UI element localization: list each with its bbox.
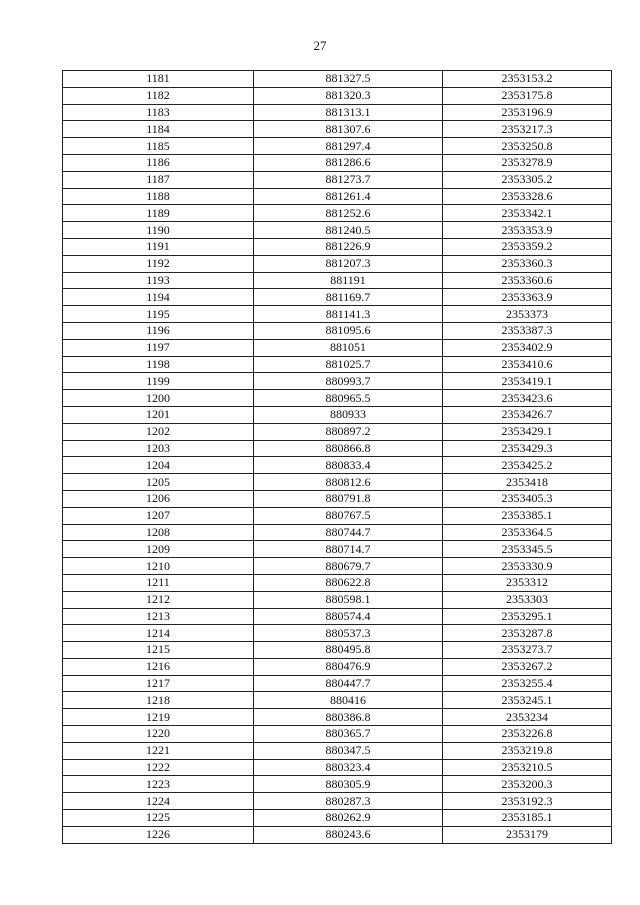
point-number-cell: 1205 — [63, 474, 254, 491]
point-number-cell: 1223 — [63, 776, 254, 793]
x-coordinate-cell: 881320.3 — [254, 87, 443, 104]
point-number-cell: 1222 — [63, 759, 254, 776]
table-row — [63, 390, 612, 407]
table-row — [63, 356, 612, 373]
y-coordinate-cell: 2353373 — [443, 306, 612, 323]
y-coordinate-cell: 2353429.1 — [443, 423, 612, 440]
y-coordinate-cell: 2353342.1 — [443, 205, 612, 222]
table-row — [63, 238, 612, 255]
table-row — [63, 776, 612, 793]
point-number-cell: 1186 — [63, 154, 254, 171]
y-coordinate-cell: 2353295.1 — [443, 608, 612, 625]
x-coordinate-cell: 880965.5 — [254, 390, 443, 407]
y-coordinate-cell: 2353418 — [443, 474, 612, 491]
x-coordinate-cell: 880574.4 — [254, 608, 443, 625]
x-coordinate-cell: 881240.5 — [254, 222, 443, 239]
table-row — [63, 608, 612, 625]
y-coordinate-cell: 2353267.2 — [443, 658, 612, 675]
table-row — [63, 541, 612, 558]
point-number-cell: 1195 — [63, 306, 254, 323]
point-number-cell: 1208 — [63, 524, 254, 541]
table-row — [63, 222, 612, 239]
table-row — [63, 322, 612, 339]
coordinates-table — [62, 70, 612, 844]
x-coordinate-cell: 881051 — [254, 339, 443, 356]
point-number-cell: 1198 — [63, 356, 254, 373]
point-number-cell: 1187 — [63, 171, 254, 188]
x-coordinate-cell: 881025.7 — [254, 356, 443, 373]
x-coordinate-cell: 880622.8 — [254, 574, 443, 591]
table-row — [63, 507, 612, 524]
y-coordinate-cell: 2353360.3 — [443, 255, 612, 272]
x-coordinate-cell: 881226.9 — [254, 238, 443, 255]
point-number-cell: 1226 — [63, 826, 254, 843]
x-coordinate-cell: 880495.8 — [254, 642, 443, 659]
y-coordinate-cell: 2353419.1 — [443, 373, 612, 390]
table-row — [63, 87, 612, 104]
y-coordinate-cell: 2353402.9 — [443, 339, 612, 356]
y-coordinate-cell: 2353423.6 — [443, 390, 612, 407]
table-row — [63, 759, 612, 776]
table-row — [63, 104, 612, 121]
y-coordinate-cell: 2353219.8 — [443, 742, 612, 759]
y-coordinate-cell: 2353385.1 — [443, 507, 612, 524]
y-coordinate-cell: 2353192.3 — [443, 793, 612, 810]
point-number-cell: 1201 — [63, 406, 254, 423]
x-coordinate-cell: 880897.2 — [254, 423, 443, 440]
point-number-cell: 1213 — [63, 608, 254, 625]
point-number-cell: 1204 — [63, 457, 254, 474]
point-number-cell: 1225 — [63, 810, 254, 827]
point-number-cell: 1220 — [63, 726, 254, 743]
y-coordinate-cell: 2353353.9 — [443, 222, 612, 239]
y-coordinate-cell: 2353429.3 — [443, 440, 612, 457]
table-row — [63, 524, 612, 541]
y-coordinate-cell: 2353410.6 — [443, 356, 612, 373]
y-coordinate-cell: 2353185.1 — [443, 810, 612, 827]
point-number-cell: 1216 — [63, 658, 254, 675]
point-number-cell: 1193 — [63, 272, 254, 289]
x-coordinate-cell: 880347.5 — [254, 742, 443, 759]
x-coordinate-cell: 880243.6 — [254, 826, 443, 843]
point-number-cell: 1207 — [63, 507, 254, 524]
point-number-cell: 1196 — [63, 322, 254, 339]
x-coordinate-cell: 881297.4 — [254, 138, 443, 155]
table-row — [63, 457, 612, 474]
y-coordinate-cell: 2353360.6 — [443, 272, 612, 289]
table-row — [63, 709, 612, 726]
point-number-cell: 1185 — [63, 138, 254, 155]
table-row — [63, 171, 612, 188]
x-coordinate-cell: 880537.3 — [254, 625, 443, 642]
table-row — [63, 188, 612, 205]
point-number-cell: 1202 — [63, 423, 254, 440]
x-coordinate-cell: 881327.5 — [254, 71, 443, 88]
point-number-cell: 1218 — [63, 692, 254, 709]
table-row — [63, 154, 612, 171]
table-row — [63, 205, 612, 222]
y-coordinate-cell: 2353234 — [443, 709, 612, 726]
point-number-cell: 1214 — [63, 625, 254, 642]
x-coordinate-cell: 880993.7 — [254, 373, 443, 390]
table-row — [63, 272, 612, 289]
y-coordinate-cell: 2353312 — [443, 574, 612, 591]
point-number-cell: 1215 — [63, 642, 254, 659]
y-coordinate-cell: 2353179 — [443, 826, 612, 843]
point-number-cell: 1181 — [63, 71, 254, 88]
x-coordinate-cell: 880447.7 — [254, 675, 443, 692]
table-row — [63, 692, 612, 709]
point-number-cell: 1184 — [63, 121, 254, 138]
y-coordinate-cell: 2353175.8 — [443, 87, 612, 104]
table-row — [63, 675, 612, 692]
table-row — [63, 490, 612, 507]
x-coordinate-cell: 880476.9 — [254, 658, 443, 675]
table-row — [63, 658, 612, 675]
y-coordinate-cell: 2353200.3 — [443, 776, 612, 793]
point-number-cell: 1217 — [63, 675, 254, 692]
table-row — [63, 625, 612, 642]
x-coordinate-cell: 881169.7 — [254, 289, 443, 306]
x-coordinate-cell: 880365.7 — [254, 726, 443, 743]
table-row — [63, 726, 612, 743]
x-coordinate-cell: 880866.8 — [254, 440, 443, 457]
x-coordinate-cell: 880305.9 — [254, 776, 443, 793]
y-coordinate-cell: 2353278.9 — [443, 154, 612, 171]
point-number-cell: 1206 — [63, 490, 254, 507]
x-coordinate-cell: 880598.1 — [254, 591, 443, 608]
point-number-cell: 1192 — [63, 255, 254, 272]
table-row — [63, 810, 612, 827]
y-coordinate-cell: 2353330.9 — [443, 558, 612, 575]
x-coordinate-cell: 880767.5 — [254, 507, 443, 524]
y-coordinate-cell: 2353387.3 — [443, 322, 612, 339]
y-coordinate-cell: 2353405.3 — [443, 490, 612, 507]
y-coordinate-cell: 2353217.3 — [443, 121, 612, 138]
point-number-cell: 1199 — [63, 373, 254, 390]
point-number-cell: 1224 — [63, 793, 254, 810]
y-coordinate-cell: 2353196.9 — [443, 104, 612, 121]
y-coordinate-cell: 2353245.1 — [443, 692, 612, 709]
point-number-cell: 1197 — [63, 339, 254, 356]
x-coordinate-cell: 881307.6 — [254, 121, 443, 138]
x-coordinate-cell: 881313.1 — [254, 104, 443, 121]
table-row — [63, 558, 612, 575]
y-coordinate-cell: 2353345.5 — [443, 541, 612, 558]
point-number-cell: 1209 — [63, 541, 254, 558]
x-coordinate-cell: 880416 — [254, 692, 443, 709]
page-number: 27 — [313, 38, 327, 53]
x-coordinate-cell: 880287.3 — [254, 793, 443, 810]
x-coordinate-cell: 880791.8 — [254, 490, 443, 507]
y-coordinate-cell: 2353303 — [443, 591, 612, 608]
y-coordinate-cell: 2353287.8 — [443, 625, 612, 642]
table-row — [63, 642, 612, 659]
y-coordinate-cell: 2353273.7 — [443, 642, 612, 659]
x-coordinate-cell: 881286.6 — [254, 154, 443, 171]
y-coordinate-cell: 2353153.2 — [443, 71, 612, 88]
table-row — [63, 406, 612, 423]
x-coordinate-cell: 881095.6 — [254, 322, 443, 339]
table-row — [63, 742, 612, 759]
point-number-cell: 1219 — [63, 709, 254, 726]
x-coordinate-cell: 881261.4 — [254, 188, 443, 205]
y-coordinate-cell: 2353305.2 — [443, 171, 612, 188]
point-number-cell: 1211 — [63, 574, 254, 591]
point-number-cell: 1191 — [63, 238, 254, 255]
point-number-cell: 1190 — [63, 222, 254, 239]
x-coordinate-cell: 880744.7 — [254, 524, 443, 541]
x-coordinate-cell: 880323.4 — [254, 759, 443, 776]
y-coordinate-cell: 2353328.6 — [443, 188, 612, 205]
point-number-cell: 1188 — [63, 188, 254, 205]
point-number-cell: 1221 — [63, 742, 254, 759]
table-row — [63, 255, 612, 272]
y-coordinate-cell: 2353226.8 — [443, 726, 612, 743]
table-row — [63, 793, 612, 810]
y-coordinate-cell: 2353250.8 — [443, 138, 612, 155]
x-coordinate-cell: 881191 — [254, 272, 443, 289]
table-row — [63, 373, 612, 390]
point-number-cell: 1182 — [63, 87, 254, 104]
point-number-cell: 1194 — [63, 289, 254, 306]
point-number-cell: 1189 — [63, 205, 254, 222]
table-row — [63, 574, 612, 591]
point-number-cell: 1200 — [63, 390, 254, 407]
x-coordinate-cell: 881273.7 — [254, 171, 443, 188]
table-row — [63, 591, 612, 608]
table-row — [63, 306, 612, 323]
y-coordinate-cell: 2353363.9 — [443, 289, 612, 306]
x-coordinate-cell: 880812.6 — [254, 474, 443, 491]
x-coordinate-cell: 880833.4 — [254, 457, 443, 474]
x-coordinate-cell: 880714.7 — [254, 541, 443, 558]
point-number-cell: 1212 — [63, 591, 254, 608]
x-coordinate-cell: 881141.3 — [254, 306, 443, 323]
table-row — [63, 289, 612, 306]
table-row — [63, 138, 612, 155]
point-number-cell: 1203 — [63, 440, 254, 457]
table-row — [63, 423, 612, 440]
y-coordinate-cell: 2353364.5 — [443, 524, 612, 541]
table-row — [63, 440, 612, 457]
table-row — [63, 121, 612, 138]
table-row — [63, 339, 612, 356]
y-coordinate-cell: 2353359.2 — [443, 238, 612, 255]
y-coordinate-cell: 2353255.4 — [443, 675, 612, 692]
table-row — [63, 71, 612, 88]
y-coordinate-cell: 2353210.5 — [443, 759, 612, 776]
x-coordinate-cell: 880386.8 — [254, 709, 443, 726]
x-coordinate-cell: 880262.9 — [254, 810, 443, 827]
coordinates-table-body — [63, 71, 612, 844]
x-coordinate-cell: 881207.3 — [254, 255, 443, 272]
x-coordinate-cell: 881252.6 — [254, 205, 443, 222]
x-coordinate-cell: 880679.7 — [254, 558, 443, 575]
table-row — [63, 826, 612, 843]
point-number-cell: 1183 — [63, 104, 254, 121]
table-row — [63, 474, 612, 491]
y-coordinate-cell: 2353425.2 — [443, 457, 612, 474]
point-number-cell: 1210 — [63, 558, 254, 575]
x-coordinate-cell: 880933 — [254, 406, 443, 423]
y-coordinate-cell: 2353426.7 — [443, 406, 612, 423]
